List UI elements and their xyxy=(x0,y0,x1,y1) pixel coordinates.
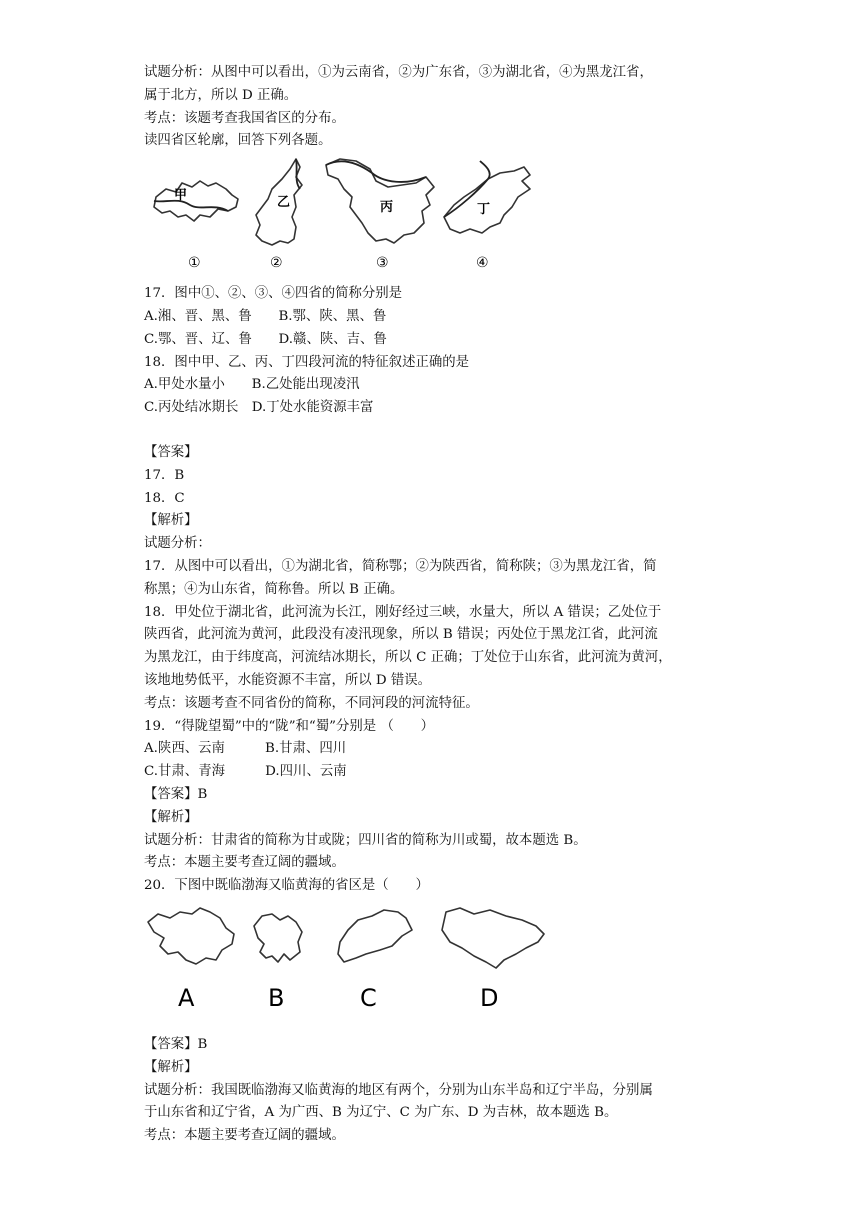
explanation-18: 该地地势低平，水能资源不丰富，所以 D 错误。 xyxy=(144,672,432,688)
analysis-intro: 试题分析： xyxy=(144,536,211,552)
outline-option-a xyxy=(148,908,234,1012)
question-18-options: C.丙处结冰期长 D.丁处水能资源丰富 xyxy=(144,400,374,416)
outline-option-d xyxy=(442,908,544,1012)
province-outline-svg xyxy=(144,159,544,279)
explanation-18: 陕西省，此河流为黄河，此段没有凌汛现象，所以 B 错误；丙处位于黑龙江省，此河流 xyxy=(144,627,658,643)
river-label-bing: 丙 xyxy=(380,200,394,216)
river-label-yi: 乙 xyxy=(277,195,291,211)
question-19-options: C.甘肃、青海 D.四川、云南 xyxy=(144,764,347,780)
document-page xyxy=(144,62,734,1148)
option-letter-c: C xyxy=(360,983,377,1012)
text-line: 读四省区轮廓，回答下列各题。 xyxy=(144,133,332,149)
kaodian: 考点：该题考查不同省份的简称，不同河段的河流特征。 xyxy=(144,695,479,711)
explanation-17: 17．从图中可以看出，①为湖北省，简称鄂；②为陕西省，简称陕；③为黑龙江省，简 xyxy=(144,558,657,574)
province-number-4: ④ xyxy=(476,255,489,272)
river-label-jia: 甲 xyxy=(174,188,188,204)
outline-heilongjiang xyxy=(326,159,434,271)
question-17-options: A.湘、晋、黑、鲁 B.鄂、陕、黑、鲁 xyxy=(144,308,387,324)
answer-18: 18．C xyxy=(144,490,185,506)
outline-hubei xyxy=(154,181,238,271)
answer-label: 【答案】 xyxy=(144,444,198,460)
province-options-figure xyxy=(144,902,564,1030)
analysis-label: 【解析】 xyxy=(144,513,198,529)
outline-option-b xyxy=(254,914,302,1012)
explanation-20: 试题分析：我国既临渤海又临黄海的地区有两个，分别为山东半岛和辽宁半岛，分别属 xyxy=(144,1082,653,1098)
province-number-1: ① xyxy=(188,255,201,272)
text-line: 属于北方，所以 D 正确。 xyxy=(144,87,298,103)
question-18-options: A.甲处水量小 B.乙处能出现凌汛 xyxy=(144,377,360,393)
question-19-stem: 19．“得陇望蜀”中的“陇”和“蜀”分别是 （ ） xyxy=(144,718,435,734)
outline-shandong xyxy=(444,161,530,271)
province-options-svg xyxy=(144,902,564,1030)
outline-shaanxi xyxy=(256,159,302,271)
kaodian: 考点：本题主要考查辽阔的疆域。 xyxy=(144,1128,345,1144)
analysis-label: 【解析】 xyxy=(144,1059,198,1075)
option-letter-d: D xyxy=(480,983,499,1012)
text-line: 考点：该题考查我国省区的分布。 xyxy=(144,110,345,126)
province-number-2: ② xyxy=(270,255,283,272)
explanation-19: 试题分析：甘肃省的简称为甘或陇；四川省的简称为川或蜀，故本题选 B。 xyxy=(144,832,587,848)
question-18-stem: 18．图中甲、乙、丙、丁四段河流的特征叙述正确的是 xyxy=(144,354,470,370)
question-17-stem: 17．图中①、②、③、④四省的简称分别是 xyxy=(144,286,403,302)
explanation-20: 于山东省和辽宁省，A 为广西、B 为辽宁、C 为广东、D 为吉林，故本题选 B。 xyxy=(144,1105,618,1121)
explanation-18: 18．甲处位于湖北省，此河流为长江，刚好经过三峡，水量大，所以 A 错误；乙处位于 xyxy=(144,604,662,620)
option-letter-b: B xyxy=(268,983,285,1012)
question-17-options: C.鄂、晋、辽、鲁 D.赣、陕、吉、鲁 xyxy=(144,331,387,347)
answer-19: 【答案】B xyxy=(144,786,208,802)
explanation-17: 称黑；④为山东省，简称鲁。所以 B 正确。 xyxy=(144,581,404,597)
question-20-stem: 20．下图中既临渤海又临黄海的省区是（ ） xyxy=(144,878,429,894)
province-number-3: ③ xyxy=(376,255,389,272)
outline-option-c xyxy=(338,910,412,1012)
text-line: 试题分析：从图中可以看出，①为云南省，②为广东省，③为湖北省，④为黑龙江省， xyxy=(144,65,653,80)
answer-17: 17．B xyxy=(144,467,185,483)
province-outline-figure xyxy=(144,159,544,279)
analysis-label: 【解析】 xyxy=(144,809,198,825)
question-19-options: A.陕西、云南 B.甘肃、四川 xyxy=(144,741,347,757)
explanation-18: 为黑龙江，由于纬度高，河流结冰期长，所以 C 正确；丁处位于山东省，此河流为黄河， xyxy=(144,650,672,666)
option-letter-a: A xyxy=(178,983,195,1012)
river-label-ding: 丁 xyxy=(477,202,491,218)
answer-20: 【答案】B xyxy=(144,1036,208,1052)
kaodian: 考点：本题主要考查辽阔的疆域。 xyxy=(144,855,345,871)
